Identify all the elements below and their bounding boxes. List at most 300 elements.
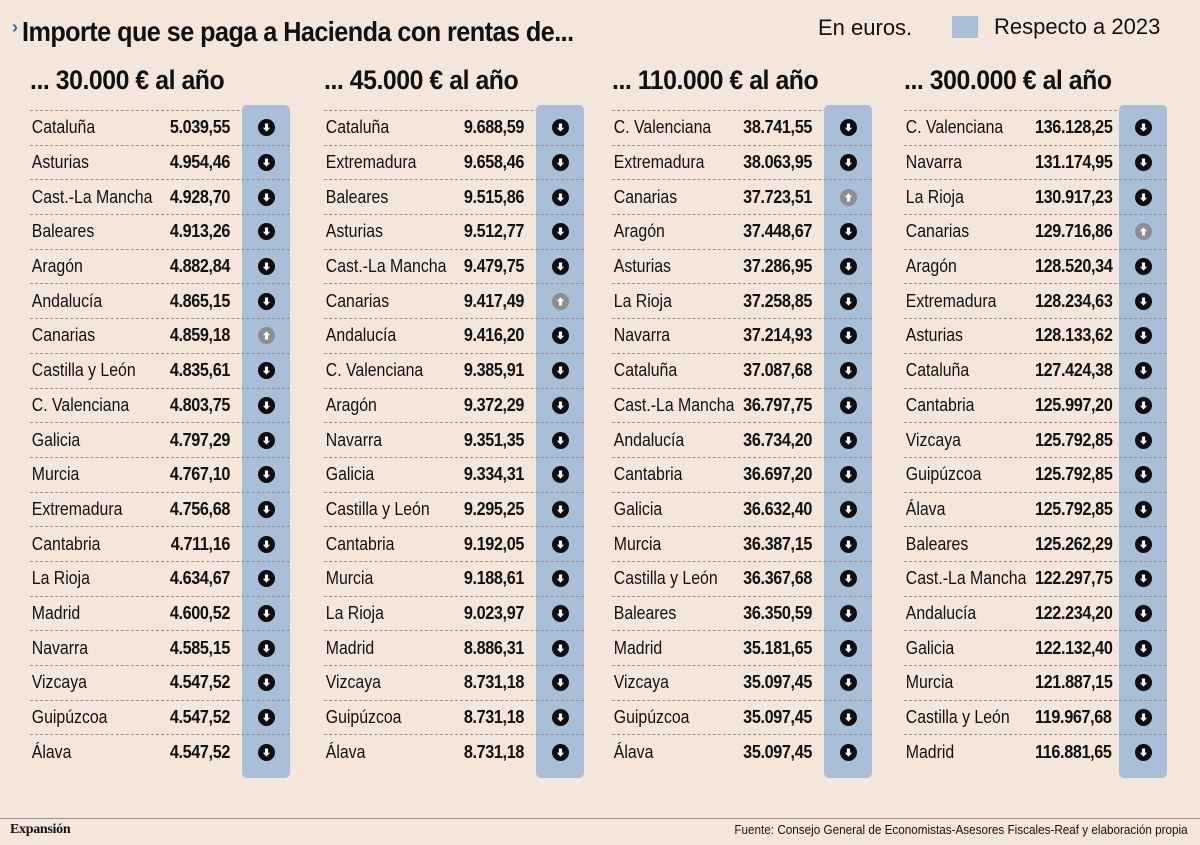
table-row <box>904 389 1167 424</box>
arrow-down-icon <box>552 605 569 622</box>
change-cell <box>536 319 584 353</box>
arrow-down-icon <box>552 327 569 344</box>
change-cell <box>1119 389 1167 423</box>
panel-300000 <box>904 60 1167 770</box>
arrow-down-icon <box>1135 640 1152 657</box>
amount-value: 38.063,95 <box>743 152 812 173</box>
legend-label: Respecto a 2023 <box>994 14 1161 39</box>
table-row <box>324 527 584 562</box>
region-name: Madrid <box>31 602 81 623</box>
amount-value: 36.350,59 <box>743 602 812 623</box>
brand-logo: Expansión <box>10 822 71 837</box>
region-name: Cantabria <box>905 394 975 415</box>
region-name: Canarias <box>31 325 96 346</box>
change-cell <box>536 111 584 145</box>
amount-value: 9.417,49 <box>463 290 524 311</box>
change-cell <box>1119 284 1167 318</box>
amount-value: 128.133,62 <box>1035 325 1113 346</box>
region-name: Extremadura <box>613 152 705 173</box>
table-row <box>324 284 584 319</box>
change-cell <box>536 250 584 284</box>
change-cell <box>824 319 872 353</box>
amount-value: 125.792,85 <box>1035 498 1113 519</box>
table-row <box>612 493 872 528</box>
table-row <box>904 597 1167 632</box>
change-cell <box>824 735 872 770</box>
change-cell <box>1119 493 1167 527</box>
change-cell <box>824 631 872 665</box>
region-name: Aragón <box>31 256 83 277</box>
change-cell <box>536 493 584 527</box>
arrow-down-icon <box>552 709 569 726</box>
table-row <box>324 319 584 354</box>
table-row <box>30 389 290 424</box>
table-row <box>30 735 290 770</box>
change-cell <box>824 180 872 214</box>
table-row <box>904 111 1167 146</box>
amount-value: 9.334,31 <box>463 464 524 485</box>
change-cell <box>242 146 290 180</box>
region-name: Asturias <box>613 256 671 277</box>
region-name: Vizcaya <box>905 429 961 450</box>
region-name: Murcia <box>31 464 80 485</box>
change-cell <box>536 458 584 492</box>
amount-value: 37.087,68 <box>743 360 812 381</box>
arrow-down-icon <box>258 397 275 414</box>
change-cell <box>242 250 290 284</box>
change-cell <box>242 493 290 527</box>
region-name: Andalucía <box>905 602 977 623</box>
amount-value: 125.997,20 <box>1035 394 1113 415</box>
table-row <box>904 562 1167 597</box>
table-rows <box>30 111 290 770</box>
arrow-down-icon <box>552 570 569 587</box>
region-name: C. Valenciana <box>31 394 130 415</box>
change-cell <box>242 701 290 735</box>
region-name: Canarias <box>325 290 390 311</box>
arrow-down-icon <box>552 640 569 657</box>
change-cell <box>536 215 584 249</box>
change-cell <box>1119 701 1167 735</box>
amount-value: 128.520,34 <box>1035 256 1113 277</box>
arrow-down-icon <box>1135 536 1152 553</box>
change-cell <box>1119 180 1167 214</box>
change-cell <box>824 458 872 492</box>
amount-value: 8.731,18 <box>463 707 524 728</box>
change-cell <box>242 666 290 700</box>
change-cell <box>1119 354 1167 388</box>
arrow-down-icon <box>552 466 569 483</box>
table-row <box>904 215 1167 250</box>
amount-value: 4.547,52 <box>169 742 230 763</box>
arrow-down-icon <box>840 432 857 449</box>
amount-value: 36.797,75 <box>743 394 812 415</box>
change-cell <box>1119 562 1167 596</box>
amount-value: 9.658,46 <box>463 152 524 173</box>
units-note: En euros. <box>818 15 913 40</box>
arrow-down-icon <box>840 466 857 483</box>
region-name: Cantabria <box>31 533 101 554</box>
arrow-down-icon <box>552 154 569 171</box>
table-row <box>30 631 290 666</box>
change-cell <box>536 631 584 665</box>
table-row <box>612 284 872 319</box>
region-name: Álava <box>325 742 366 763</box>
table-row <box>30 319 290 354</box>
change-cell <box>824 666 872 700</box>
arrow-down-icon <box>258 293 275 310</box>
amount-value: 9.192,05 <box>463 533 524 554</box>
change-cell <box>536 423 584 457</box>
arrow-down-icon <box>552 362 569 379</box>
change-cell <box>1119 215 1167 249</box>
arrow-down-icon <box>840 605 857 622</box>
arrow-down-icon <box>258 432 275 449</box>
change-cell <box>242 319 290 353</box>
region-name: Extremadura <box>31 498 123 519</box>
table-row <box>612 180 872 215</box>
amount-value: 8.731,18 <box>463 742 524 763</box>
table-row <box>324 458 584 493</box>
source-text: Consejo General de Economistas-Asesores Fiscales-Reaf y elaboración propia <box>777 822 1188 837</box>
panel-title: ... 300.000 € al año <box>904 65 1112 95</box>
amount-value: 35.181,65 <box>743 637 812 658</box>
change-cell <box>536 146 584 180</box>
arrow-down-icon <box>840 154 857 171</box>
amount-value: 4.797,29 <box>169 429 230 450</box>
arrow-down-icon <box>258 189 275 206</box>
arrow-down-icon <box>1135 432 1152 449</box>
table-row <box>30 666 290 701</box>
table-row <box>324 735 584 770</box>
change-cell <box>1119 111 1167 145</box>
amount-value: 8.886,31 <box>463 637 524 658</box>
table-row <box>612 319 872 354</box>
table-row <box>904 146 1167 181</box>
amount-value: 37.448,67 <box>743 221 812 242</box>
amount-value: 4.954,46 <box>169 152 230 173</box>
arrow-down-icon <box>840 119 857 136</box>
region-name: Extremadura <box>905 290 997 311</box>
region-name: La Rioja <box>31 568 90 589</box>
table-rows <box>324 111 584 770</box>
amount-value: 36.387,15 <box>743 533 812 554</box>
arrow-down-icon <box>840 536 857 553</box>
change-cell <box>824 284 872 318</box>
change-cell <box>824 562 872 596</box>
table-row <box>904 701 1167 736</box>
arrow-up-icon <box>840 189 857 206</box>
arrow-down-icon <box>1135 362 1152 379</box>
table-row <box>904 666 1167 701</box>
arrow-down-icon <box>840 640 857 657</box>
arrow-up-icon <box>258 327 275 344</box>
table-row <box>324 597 584 632</box>
region-name: Madrid <box>905 742 955 763</box>
region-name: C. Valenciana <box>613 117 712 138</box>
region-name: Galicia <box>325 464 375 485</box>
arrow-down-icon <box>1135 744 1152 761</box>
table-row <box>612 111 872 146</box>
amount-value: 4.547,52 <box>169 672 230 693</box>
region-name: Cataluña <box>31 117 96 138</box>
panel-110000 <box>612 60 872 770</box>
table-row <box>612 354 872 389</box>
region-name: Galicia <box>31 429 81 450</box>
table-row <box>612 250 872 285</box>
amount-value: 128.234,63 <box>1035 290 1113 311</box>
change-cell <box>824 146 872 180</box>
amount-value: 122.132,40 <box>1035 637 1113 658</box>
amount-value: 4.835,61 <box>169 360 230 381</box>
table-row <box>324 666 584 701</box>
arrow-down-icon <box>840 674 857 691</box>
region-name: Castilla y León <box>905 707 1010 728</box>
region-name: Baleares <box>325 186 389 207</box>
table-row <box>612 597 872 632</box>
arrow-down-icon <box>1135 327 1152 344</box>
change-cell <box>242 215 290 249</box>
amount-value: 9.023,97 <box>463 602 524 623</box>
region-name: Andalucía <box>613 429 685 450</box>
arrow-down-icon <box>258 119 275 136</box>
arrow-down-icon <box>1135 570 1152 587</box>
table-row <box>612 562 872 597</box>
region-name: Cast.-La Mancha <box>325 256 447 277</box>
arrow-down-icon <box>1135 605 1152 622</box>
arrow-down-icon <box>840 258 857 275</box>
change-cell <box>536 701 584 735</box>
region-name: Vizcaya <box>31 672 87 693</box>
table-row <box>30 423 290 458</box>
arrow-down-icon <box>840 570 857 587</box>
change-cell <box>536 389 584 423</box>
change-cell <box>242 284 290 318</box>
arrow-down-icon <box>552 536 569 553</box>
table-row <box>904 527 1167 562</box>
amount-value: 37.214,93 <box>743 325 812 346</box>
change-cell <box>1119 735 1167 770</box>
change-cell <box>242 527 290 561</box>
arrow-down-icon <box>840 293 857 310</box>
header <box>12 12 635 52</box>
amount-value: 36.734,20 <box>743 429 812 450</box>
table-row <box>904 319 1167 354</box>
arrow-down-icon <box>552 432 569 449</box>
amount-value: 37.286,95 <box>743 256 812 277</box>
amount-value: 9.372,29 <box>463 394 524 415</box>
arrow-down-icon <box>258 466 275 483</box>
amount-value: 36.367,68 <box>743 568 812 589</box>
region-name: Andalucía <box>325 325 397 346</box>
amount-value: 116.881,65 <box>1035 742 1112 763</box>
arrow-down-icon <box>1135 119 1152 136</box>
arrow-down-icon <box>552 223 569 240</box>
region-name: Aragón <box>613 221 665 242</box>
amount-value: 9.188,61 <box>463 568 524 589</box>
table-row <box>904 631 1167 666</box>
region-name: Galicia <box>905 637 955 658</box>
region-name: Aragón <box>325 394 377 415</box>
arrow-down-icon <box>552 119 569 136</box>
arrow-down-icon <box>840 709 857 726</box>
change-cell <box>536 180 584 214</box>
arrow-down-icon <box>552 189 569 206</box>
arrow-down-icon <box>258 570 275 587</box>
table-rows <box>612 111 872 770</box>
chart-title: Importe que se paga a Hacienda con rentas de... <box>22 16 574 47</box>
table-rows <box>904 111 1167 770</box>
region-name: Aragón <box>905 256 957 277</box>
arrow-down-icon <box>1135 709 1152 726</box>
arrow-down-icon <box>258 640 275 657</box>
change-cell <box>1119 250 1167 284</box>
table-row <box>904 354 1167 389</box>
amount-value: 36.697,20 <box>743 464 812 485</box>
change-cell <box>242 423 290 457</box>
amount-value: 36.632,40 <box>743 498 812 519</box>
table-row <box>30 597 290 632</box>
arrow-down-icon <box>552 744 569 761</box>
amount-value: 35.097,45 <box>743 672 812 693</box>
change-cell <box>824 389 872 423</box>
amount-value: 9.688,59 <box>463 117 524 138</box>
panel-45000 <box>324 60 584 770</box>
amount-value: 37.723,51 <box>743 186 812 207</box>
amount-value: 4.711,16 <box>170 533 230 554</box>
amount-value: 136.128,25 <box>1035 117 1113 138</box>
change-cell <box>824 597 872 631</box>
change-cell <box>1119 458 1167 492</box>
region-name: Baleares <box>905 533 969 554</box>
arrow-down-icon <box>840 362 857 379</box>
table-row <box>30 180 290 215</box>
amount-value: 37.258,85 <box>743 290 812 311</box>
region-name: Vizcaya <box>325 672 381 693</box>
amount-value: 4.585,15 <box>169 637 230 658</box>
amount-value: 9.351,35 <box>463 429 524 450</box>
amount-value: 125.792,85 <box>1035 429 1113 450</box>
region-name: Canarias <box>613 186 678 207</box>
legend-swatch <box>952 16 978 38</box>
change-cell <box>1119 666 1167 700</box>
amount-value: 131.174,95 <box>1035 152 1113 173</box>
amount-value: 125.792,85 <box>1035 464 1113 485</box>
region-name: Guipúzcoa <box>31 707 108 728</box>
change-cell <box>242 562 290 596</box>
change-cell <box>824 215 872 249</box>
amount-value: 127.424,38 <box>1035 360 1113 381</box>
arrow-down-icon <box>258 362 275 379</box>
table-row <box>612 215 872 250</box>
change-cell <box>536 354 584 388</box>
change-cell <box>242 180 290 214</box>
change-cell <box>824 354 872 388</box>
region-name: C. Valenciana <box>325 360 424 381</box>
region-name: Canarias <box>905 221 970 242</box>
table-row <box>30 250 290 285</box>
region-name: Madrid <box>325 637 375 658</box>
arrow-down-icon <box>840 501 857 518</box>
panel-title: ... 45.000 € al año <box>324 65 519 95</box>
arrow-down-icon <box>258 154 275 171</box>
region-name: C. Valenciana <box>905 117 1004 138</box>
amount-value: 9.295,25 <box>463 498 524 519</box>
arrow-down-icon <box>258 536 275 553</box>
table-row <box>30 111 290 146</box>
panel-title: ... 30.000 € al año <box>30 65 225 95</box>
change-cell <box>1119 146 1167 180</box>
change-cell <box>242 458 290 492</box>
amount-value: 130.917,23 <box>1035 186 1113 207</box>
region-name: Cast.-La Mancha <box>613 394 735 415</box>
table-row <box>30 701 290 736</box>
table-row <box>30 458 290 493</box>
amount-value: 35.097,45 <box>743 707 812 728</box>
arrow-down-icon <box>840 223 857 240</box>
amount-value: 4.600,52 <box>169 602 230 623</box>
arrow-down-icon <box>258 605 275 622</box>
arrow-down-icon <box>552 397 569 414</box>
table-row <box>904 180 1167 215</box>
amount-value: 35.097,45 <box>743 742 812 763</box>
arrow-down-icon <box>1135 501 1152 518</box>
source-note <box>735 822 1188 837</box>
arrow-down-icon <box>552 501 569 518</box>
arrow-down-icon <box>1135 397 1152 414</box>
amount-value: 9.512,77 <box>463 221 524 242</box>
amount-value: 9.385,91 <box>463 360 524 381</box>
arrow-down-icon <box>1135 466 1152 483</box>
region-name: Álava <box>905 498 946 519</box>
region-name: Galicia <box>613 498 663 519</box>
table-row <box>904 735 1167 770</box>
table-row <box>324 250 584 285</box>
change-cell <box>536 562 584 596</box>
region-name: Cataluña <box>325 117 390 138</box>
change-cell <box>1119 597 1167 631</box>
change-cell <box>242 597 290 631</box>
table-row <box>30 146 290 181</box>
region-name: Castilla y León <box>31 360 136 381</box>
change-cell <box>242 389 290 423</box>
table-row <box>612 527 872 562</box>
region-name: Castilla y León <box>325 498 430 519</box>
amount-value: 4.913,26 <box>169 221 230 242</box>
arrow-up-icon <box>552 293 569 310</box>
table-row <box>904 250 1167 285</box>
table-row <box>324 701 584 736</box>
amount-value: 38.741,55 <box>743 117 812 138</box>
table-row <box>612 389 872 424</box>
table-row <box>324 354 584 389</box>
change-cell <box>1119 319 1167 353</box>
region-name: Baleares <box>31 221 95 242</box>
table-row <box>904 458 1167 493</box>
region-name: Cast.-La Mancha <box>31 186 153 207</box>
region-name: Navarra <box>613 325 671 346</box>
change-cell <box>1119 423 1167 457</box>
region-name: La Rioja <box>905 186 964 207</box>
amount-value: 121.887,15 <box>1035 672 1113 693</box>
arrow-down-icon <box>552 258 569 275</box>
change-cell <box>824 111 872 145</box>
amount-value: 129.716,86 <box>1035 221 1113 242</box>
region-name: Guipúzcoa <box>905 464 982 485</box>
change-cell <box>824 250 872 284</box>
table-row <box>30 562 290 597</box>
change-cell <box>536 284 584 318</box>
